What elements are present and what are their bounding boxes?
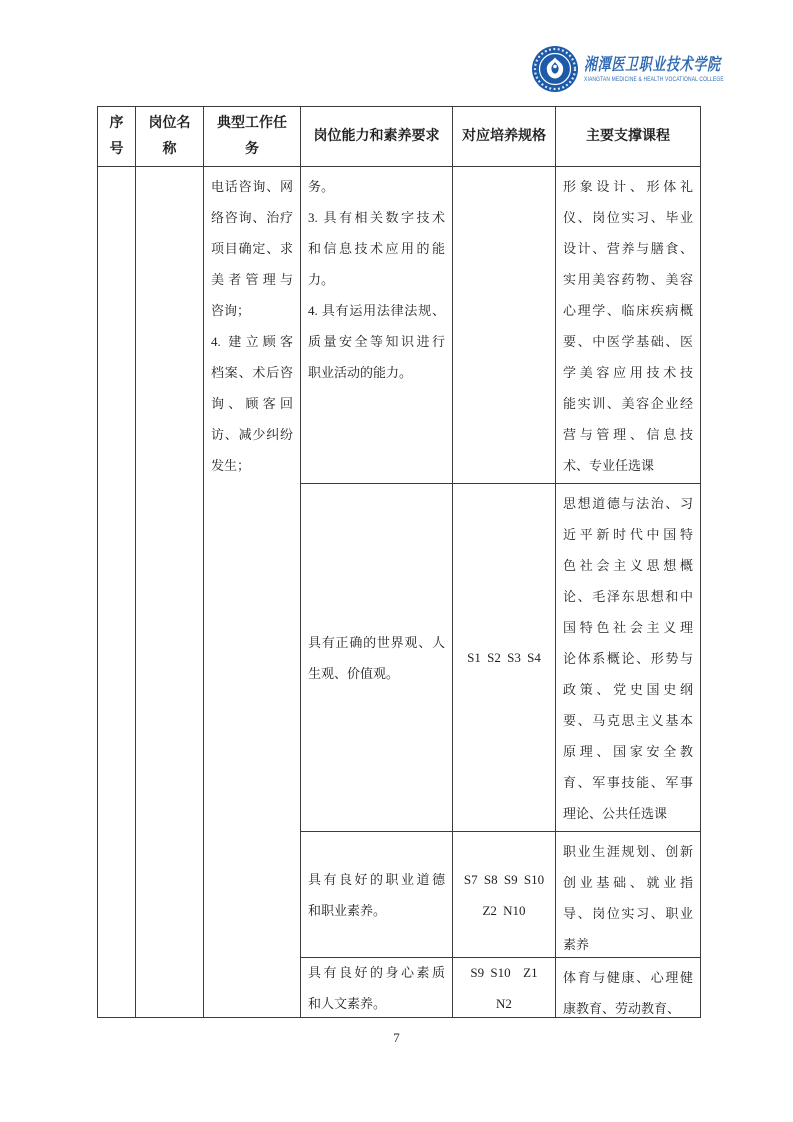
- cell-ability-row4: 具有良好的身心素质 和人文素养。: [301, 958, 453, 1018]
- cell-ability-row3: 具有良好的职业道德 和职业素养。: [301, 832, 453, 958]
- header-position-name: 岗位名 称: [136, 107, 204, 167]
- header-ability-requirements: 岗位能力和素养要求: [301, 107, 453, 167]
- cell-spec-row4: S9 S10 Z1 N2: [453, 958, 556, 1018]
- cell-spec-row2: S1 S2 S3 S4: [453, 484, 556, 832]
- cell-spec-row1: [453, 167, 556, 484]
- cell-typical-tasks: 电话咨询、网 络咨询、治疗 项目确定、求 美者管理与 咨询； 4. 建立顾客 档案、术后咨 询、顾客回 访、减少纠纷 发生；: [204, 167, 301, 1018]
- college-logo: [531, 45, 754, 93]
- cell-serial-number: [98, 167, 136, 1018]
- header-typical-tasks: 典型工作任 务: [204, 107, 301, 167]
- page-number: 7: [393, 1030, 400, 1045]
- header-supporting-courses: 主要支撑课程: [556, 107, 701, 167]
- college-name-zh: 湘潭医卫职业技术学院: [584, 54, 721, 74]
- cell-courses-row3: 职业生涯规划、创新 创业基础、就业指 导、岗位实习、职业 素养: [556, 832, 701, 958]
- college-emblem-icon: [531, 45, 579, 93]
- college-name-block: [584, 54, 724, 84]
- college-name-en: XIANGTAN MEDICINE & HEALTH VOCATIONAL COLLEGE: [584, 75, 724, 83]
- cell-ability-row2: 具有正确的世界观、人 生观、价值观。: [301, 484, 453, 832]
- cell-position-name: [136, 167, 204, 1018]
- header-training-specs: 对应培养规格: [453, 107, 556, 167]
- cell-courses-row2: 思想道德与法治、习 近平新时代中国特 色社会主义思想概 论、毛泽东思想和中 国特色社会主义理 论体系概论、形势与 政策、党史国史纲 要、马克思主义基本 原理、国家安全教 育、军事技能、军事 理论、公共任选课: [556, 484, 701, 832]
- cell-courses-row1: 形象设计、形体礼 仪、岗位实习、毕业 设计、营养与膳食、 实用美容药物、美容 心理学、临床疾病概 要、中医学基础、医 学美容应用技术技 能实训、美容企业经 营与管理、信息技 术、专业任选课: [556, 167, 701, 484]
- cell-courses-row4: 体育与健康、心理健 康教育、劳动教育、: [556, 958, 701, 1018]
- cell-spec-row3: S7 S8 S9 S10 Z2 N10: [453, 832, 556, 958]
- cell-ability-row1: 务。 3. 具有相关数字技术 和信息技术应用的能 力。 4. 具有运用法律法规、 质量安全等知识进行 职业活动的能力。: [301, 167, 453, 484]
- curriculum-table: [97, 106, 701, 1018]
- header-serial-number: 序 号: [98, 107, 136, 167]
